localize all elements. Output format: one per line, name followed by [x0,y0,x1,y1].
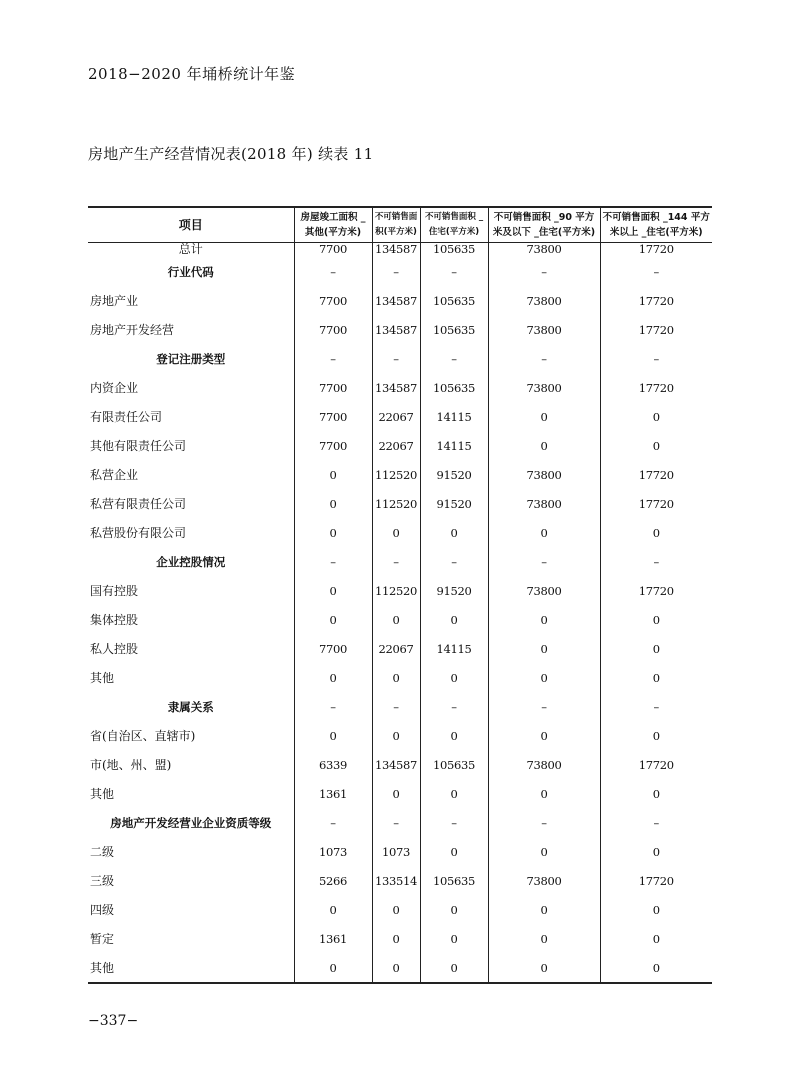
cell-value: 1361 [294,924,372,953]
cell-value: – [294,257,372,286]
cell-value: 105635 [420,866,488,895]
section-header-row [88,344,712,373]
row-label: 其他 [90,671,115,685]
cell-value: 17720 [600,489,712,518]
cell-value: 0 [488,402,600,431]
cell-value: 1073 [294,837,372,866]
cell-value: 112520 [372,576,420,605]
column-header-unsaleable-area [372,207,420,243]
cell-value: 0 [420,837,488,866]
cell-value: 0 [600,634,712,663]
cell-value: – [372,808,420,837]
column-header-unsaleable-residential [420,207,488,243]
cell-value: – [488,547,600,576]
cell-value: – [488,344,600,373]
cell-value: 17720 [600,373,712,402]
cell-value: 0 [372,663,420,692]
column-header-line: 积(平方米) [375,227,417,237]
cell-value: 73800 [488,243,600,258]
cell-value: 73800 [488,373,600,402]
cell-value: 7700 [294,315,372,344]
cell-value: 5266 [294,866,372,895]
cell-value: 91520 [420,576,488,605]
cell-value: 134587 [372,286,420,315]
row-label: 私人控股 [90,642,139,656]
cell-value: 7700 [294,243,372,258]
column-header-line: 不可销售面积 _144 平方 [602,212,710,223]
cell-value: 0 [488,924,600,953]
cell-value: – [600,257,712,286]
column-header-line: 不可销售面 [374,212,418,222]
cell-value: 0 [420,721,488,750]
cell-value: 73800 [488,286,600,315]
cell-value: 0 [488,721,600,750]
column-header-line: 项目 [178,217,203,232]
statistics-table-container [88,206,712,984]
cell-value: 73800 [488,576,600,605]
cell-value: 73800 [488,315,600,344]
row-label: 四级 [90,903,115,917]
cell-value: 22067 [372,431,420,460]
cell-value: 0 [600,924,712,953]
cell-value: 0 [420,924,488,953]
cell-value: – [420,692,488,721]
cell-value: 0 [420,779,488,808]
cell-value: – [294,547,372,576]
column-header-completed-area-other [294,207,372,243]
cell-value: 0 [372,953,420,983]
column-header-line: 房屋竣工面积 _ [300,212,366,223]
cell-value: 0 [294,518,372,547]
cell-value: 91520 [420,489,488,518]
cell-value: – [372,257,420,286]
table-row [88,243,712,258]
cell-value: 0 [372,924,420,953]
cell-value: 0 [372,721,420,750]
table-title: 房地产生产经营情况表(2018 年) 续表 11 [88,145,374,163]
row-label: 省(自治区、直辖市) [90,729,196,743]
cell-value: 0 [600,605,712,634]
cell-value: 134587 [372,750,420,779]
section-header-row [88,692,712,721]
cell-value: 112520 [372,460,420,489]
cell-value: 0 [420,605,488,634]
cell-value: 0 [294,460,372,489]
column-header-unsaleable-144sqm-above [600,207,712,243]
section-header-row [88,808,712,837]
cell-value: 22067 [372,634,420,663]
cell-value: 0 [294,605,372,634]
cell-value: 105635 [420,315,488,344]
cell-value: 22067 [372,402,420,431]
cell-value: 0 [372,518,420,547]
table-row [88,373,712,402]
cell-value: 17720 [600,750,712,779]
cell-value: 0 [372,605,420,634]
table-row [88,605,712,634]
cell-value: 0 [488,953,600,983]
cell-value: 0 [600,431,712,460]
cell-value: – [488,692,600,721]
row-label: 私营有限责任公司 [90,497,187,511]
cell-value: 0 [600,663,712,692]
row-label: 私营股份有限公司 [90,526,187,540]
cell-value: 17720 [600,460,712,489]
row-label: 总计 [178,242,203,256]
cell-value: 105635 [420,286,488,315]
cell-value: 0 [488,634,600,663]
cell-value: 105635 [420,373,488,402]
cell-value: 91520 [420,460,488,489]
cell-value: 112520 [372,489,420,518]
row-label: 行业代码 [167,264,214,279]
row-label: 暂定 [90,932,115,946]
table-row [88,663,712,692]
row-label: 市(地、州、盟) [90,758,172,772]
cell-value: 73800 [488,489,600,518]
section-header-row [88,547,712,576]
cell-value: 7700 [294,431,372,460]
cell-value: 0 [488,518,600,547]
cell-value: – [600,808,712,837]
table-row [88,460,712,489]
running-header: 2018−2020 年埇桥统计年鉴 [88,65,296,83]
cell-value: 7700 [294,286,372,315]
cell-value: 14115 [420,402,488,431]
cell-value: 0 [600,518,712,547]
table-body [88,243,712,984]
cell-value: 14115 [420,431,488,460]
cell-value: 73800 [488,750,600,779]
cell-value: 7700 [294,402,372,431]
cell-value: – [488,808,600,837]
column-header-line: 住宅(平方米) [428,227,480,237]
column-header-line: 米及以下 _住宅(平方米) [492,227,596,238]
column-header-unsaleable-90sqm-below [488,207,600,243]
cell-value: 0 [294,663,372,692]
row-label: 企业控股情况 [156,554,226,569]
cell-value: 17720 [600,315,712,344]
table-row [88,634,712,663]
cell-value: 0 [600,953,712,983]
row-label: 房地产开发经营 [90,323,175,337]
column-header-line: 米以上 _住宅(平方米) [609,227,703,238]
table-row [88,286,712,315]
cell-value: 134587 [372,373,420,402]
section-header-row [88,257,712,286]
column-header-line: 不可销售面积 _90 平方 [493,212,595,223]
row-label: 房地产开发经营业企业资质等级 [110,815,272,830]
cell-value: 6339 [294,750,372,779]
row-label: 登记注册类型 [156,351,226,366]
cell-value: – [600,692,712,721]
row-label: 内资企业 [90,381,139,395]
cell-value: 133514 [372,866,420,895]
cell-value: 0 [294,721,372,750]
table-row [88,750,712,779]
row-label: 国有控股 [90,584,139,598]
cell-value: 14115 [420,634,488,663]
cell-value: 0 [294,895,372,924]
table-row [88,721,712,750]
table-row [88,953,712,983]
cell-value: 7700 [294,634,372,663]
row-label: 私营企业 [90,468,139,482]
table-row [88,315,712,344]
cell-value: – [372,692,420,721]
column-header-line: 不可销售面积 _ [424,212,484,222]
cell-value: 105635 [420,243,488,258]
cell-value: 0 [600,721,712,750]
table-header-row [88,207,712,243]
table-row [88,576,712,605]
row-label: 其他 [90,787,115,801]
cell-value: 0 [294,576,372,605]
row-label: 三级 [90,874,115,888]
cell-value: 134587 [372,243,420,258]
cell-value: – [420,547,488,576]
cell-value: 17720 [600,243,712,258]
cell-value: 7700 [294,373,372,402]
cell-value: 0 [488,605,600,634]
cell-value: 0 [294,953,372,983]
cell-value: 17720 [600,286,712,315]
cell-value: 17720 [600,576,712,605]
cell-value: 0 [600,779,712,808]
row-label: 集体控股 [90,613,139,627]
cell-value: – [372,344,420,373]
cell-value: 1073 [372,837,420,866]
table-row [88,866,712,895]
cell-value: 0 [488,837,600,866]
row-label: 房地产业 [90,294,139,308]
cell-value: – [600,547,712,576]
cell-value: 0 [600,402,712,431]
cell-value: 0 [420,663,488,692]
cell-value: – [294,692,372,721]
cell-value: 0 [372,895,420,924]
row-label: 隶属关系 [167,699,214,714]
row-label: 二级 [90,845,115,859]
cell-value: 0 [372,779,420,808]
cell-value: – [294,344,372,373]
cell-value: – [600,344,712,373]
cell-value: 0 [420,953,488,983]
column-header-line: 其他(平方米) [304,227,362,238]
cell-value: 0 [488,663,600,692]
cell-value: 0 [294,489,372,518]
cell-value: 0 [488,779,600,808]
table-row [88,837,712,866]
cell-value: 0 [600,895,712,924]
row-label: 有限责任公司 [90,410,163,424]
cell-value: 17720 [600,866,712,895]
cell-value: 73800 [488,460,600,489]
table-row [88,518,712,547]
cell-value: – [420,257,488,286]
table-row [88,489,712,518]
cell-value: – [420,344,488,373]
cell-value: 0 [488,895,600,924]
table-row [88,895,712,924]
real-estate-statistics-table [88,206,712,984]
row-label: 其他有限责任公司 [90,439,187,453]
cell-value: 0 [600,837,712,866]
cell-value: 1361 [294,779,372,808]
table-row [88,402,712,431]
column-header-item [88,207,294,243]
cell-value: 0 [420,518,488,547]
cell-value: – [294,808,372,837]
cell-value: 73800 [488,866,600,895]
table-row [88,431,712,460]
cell-value: 0 [488,431,600,460]
cell-value: – [420,808,488,837]
table-row [88,779,712,808]
cell-value: 0 [420,895,488,924]
cell-value: 105635 [420,750,488,779]
cell-value: 134587 [372,315,420,344]
cell-value: – [372,547,420,576]
table-row [88,924,712,953]
page-number: −337− [88,1013,139,1029]
row-label: 其他 [88,953,294,983]
cell-value: – [488,257,600,286]
